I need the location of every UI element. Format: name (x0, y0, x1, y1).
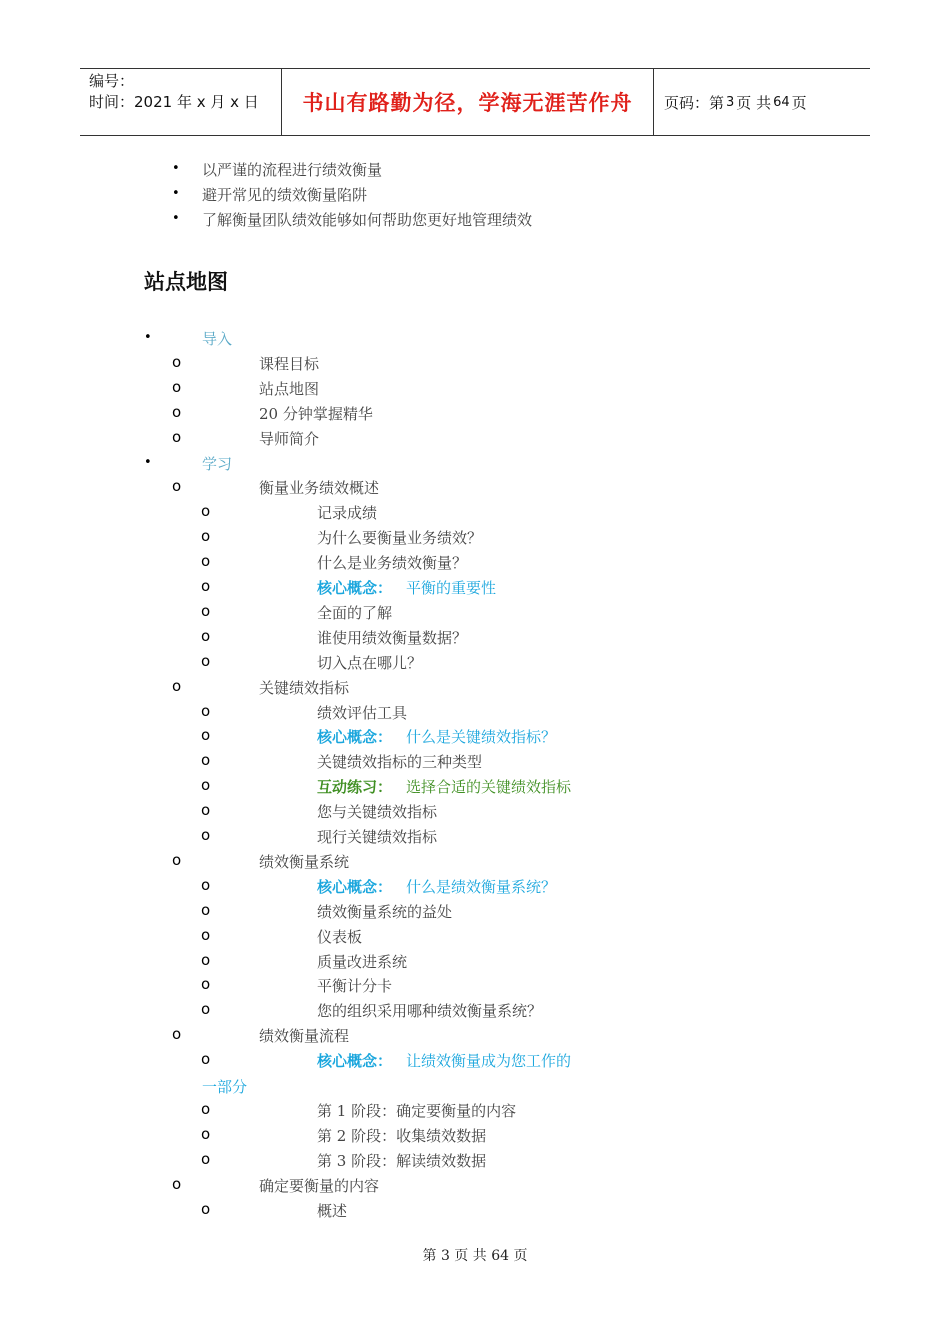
item-label: 第 3 阶段：解读绩效数据 (317, 1151, 487, 1170)
item-label: 什么是关键绩效指标？ (406, 728, 557, 747)
number-label: 编号： (89, 72, 135, 90)
sitemap-item[interactable] (202, 453, 232, 474)
circle-bullet-icon: o (201, 726, 211, 745)
page-prefix: 页码：第 (664, 93, 725, 112)
circle-bullet-icon: o (201, 1199, 211, 1218)
circle-bullet-icon: o (172, 352, 182, 371)
circle-bullet-icon: o (201, 502, 211, 521)
circle-bullet-icon: o (201, 601, 211, 620)
sitemap-item[interactable] (202, 328, 232, 349)
circle-bullet-icon: o (201, 701, 211, 720)
item-label: 绩效衡量系统 (259, 852, 350, 871)
item-label: 您的组织采用哪种绩效衡量系统？ (317, 1002, 543, 1021)
circle-bullet-icon: o (172, 402, 182, 421)
item-label: 导师简介 (259, 429, 320, 448)
sitemap-item[interactable] (317, 527, 482, 548)
sitemap-item[interactable] (317, 826, 437, 847)
circle-bullet-icon: o (201, 651, 211, 670)
sitemap-item[interactable] (317, 1050, 571, 1071)
motto: 书山有路勤为径，学海无涯苦作舟 (302, 91, 633, 115)
item-label: 绩效评估工具 (317, 703, 408, 722)
header-meta-cell (80, 69, 281, 135)
page-footer: 第 3 页 共 64 页 (422, 1248, 528, 1264)
circle-bullet-icon: o (201, 1099, 211, 1118)
section-title: 站点地图 (144, 270, 228, 294)
item-label: 导入 (202, 330, 233, 348)
item-label: 关键绩效指标 (259, 678, 350, 697)
date-label: 时间：2021 年 x 月 x 日 (89, 93, 259, 111)
sitemap-item[interactable] (317, 1150, 486, 1171)
sitemap-item[interactable] (259, 477, 379, 498)
circle-bullet-icon: o (172, 377, 182, 396)
sitemap-item[interactable] (317, 602, 392, 623)
page-total: 64 (773, 94, 790, 110)
item-label: 现行关键绩效指标 (317, 828, 438, 846)
item-label: 让绩效衡量成为您工作的 (406, 1052, 572, 1071)
item-label: 第 2 阶段：收集绩效数据 (317, 1126, 487, 1145)
sitemap-item[interactable] (259, 378, 319, 399)
sitemap-item[interactable] (317, 951, 407, 972)
circle-bullet-icon: o (172, 1025, 182, 1044)
circle-bullet-icon: o (172, 1174, 182, 1193)
sitemap-item[interactable] (259, 851, 349, 872)
circle-bullet-icon: o (201, 801, 211, 820)
intro-bullet-text: 避开常见的绩效衡量陷阱 (202, 186, 368, 204)
item-label: 20 分钟掌握精华 (259, 404, 373, 423)
bullet-icon: • (172, 161, 180, 176)
item-label: 平衡的重要性 (406, 579, 497, 597)
sitemap-item[interactable] (317, 876, 556, 897)
item-label: 记录成绩 (317, 504, 378, 523)
header-page-cell (654, 69, 870, 135)
page-suffix: 页 (791, 93, 807, 112)
sitemap-item[interactable] (317, 702, 407, 723)
item-label: 您与关键绩效指标 (317, 803, 438, 822)
sitemap-item[interactable] (317, 1200, 347, 1221)
sitemap-item[interactable] (259, 353, 319, 374)
circle-bullet-icon: o (201, 527, 211, 546)
sitemap-item[interactable] (259, 1175, 379, 1196)
item-label: 关键绩效指标的三种类型 (317, 753, 483, 772)
circle-bullet-icon: o (201, 751, 211, 770)
sitemap-item[interactable] (317, 975, 392, 996)
item-prefix: 核心概念： (317, 877, 393, 896)
item-prefix: 互动练习： (317, 778, 393, 797)
item-label: 仪表板 (317, 927, 363, 946)
circle-bullet-icon: o (172, 477, 182, 496)
sitemap-item[interactable] (317, 1000, 542, 1021)
sitemap-item[interactable] (317, 926, 362, 947)
sitemap-item[interactable] (317, 502, 377, 523)
item-label: 质量改进系统 (317, 952, 408, 971)
item-label: 什么是绩效衡量系统？ (406, 877, 557, 896)
item-label: 什么是业务绩效衡量？ (317, 554, 468, 573)
circle-bullet-icon: o (172, 850, 182, 869)
sitemap-item[interactable] (259, 1025, 349, 1046)
intro-bullet-text: 以严谨的流程进行绩效衡量 (202, 161, 383, 179)
sitemap-item[interactable] (317, 552, 467, 573)
sitemap-item[interactable] (317, 1100, 516, 1121)
item-label: 绩效衡量流程 (259, 1027, 350, 1046)
bullet-icon: • (172, 211, 180, 226)
item-label: 平衡计分卡 (317, 977, 393, 996)
circle-bullet-icon: o (201, 552, 211, 571)
item-label: 课程目标 (259, 354, 320, 373)
item-label: 确定要衡量的内容 (259, 1176, 380, 1195)
circle-bullet-icon: o (201, 1050, 211, 1069)
circle-bullet-icon: o (172, 427, 182, 446)
sitemap-item[interactable] (317, 577, 496, 598)
circle-bullet-icon: o (201, 1124, 211, 1143)
item-prefix: 核心概念： (317, 728, 393, 747)
circle-bullet-icon: o (201, 875, 211, 894)
item-label: 绩效衡量系统的益处 (317, 902, 453, 921)
circle-bullet-icon: o (201, 626, 211, 645)
item-label: 谁使用绩效衡量数据？ (317, 628, 468, 647)
item-label: 第 1 阶段：确定要衡量的内容 (317, 1101, 517, 1120)
circle-bullet-icon: o (201, 577, 211, 595)
circle-bullet-icon: o (201, 1149, 211, 1168)
sitemap-item[interactable] (317, 776, 571, 797)
item-label: 切入点在哪儿？ (317, 653, 423, 672)
item-prefix: 核心概念： (317, 579, 393, 597)
sitemap-item[interactable] (259, 403, 373, 424)
circle-bullet-icon: o (201, 950, 211, 969)
sitemap-item[interactable] (317, 801, 437, 822)
sitemap-item[interactable] (317, 901, 452, 922)
header-table (80, 68, 870, 136)
page-mid: 页 共 (736, 93, 772, 112)
circle-bullet-icon: o (172, 676, 182, 695)
sitemap-item[interactable] (317, 726, 556, 747)
sitemap-item[interactable] (317, 652, 422, 673)
circle-bullet-icon: o (201, 776, 211, 795)
item-label: 站点地图 (259, 379, 320, 398)
item-label: 全面的了解 (317, 603, 393, 622)
circle-bullet-icon: o (201, 925, 211, 944)
circle-bullet-icon: o (201, 1000, 211, 1019)
item-label: 选择合适的关键绩效指标 (406, 778, 572, 797)
item-prefix: 核心概念： (317, 1052, 393, 1071)
item-label: 为什么要衡量业务绩效？ (317, 529, 483, 548)
intro-bullet-text: 了解衡量团队绩效能够如何帮助您更好地管理绩效 (202, 211, 533, 229)
circle-bullet-icon: o (201, 900, 211, 919)
sitemap-item[interactable] (317, 1125, 486, 1146)
sitemap-item[interactable] (259, 677, 349, 698)
sitemap-item[interactable] (317, 751, 482, 772)
item-label: 概述 (317, 1201, 348, 1220)
sitemap-item[interactable] (317, 627, 467, 648)
item-label-continuation: 一部分 (202, 1078, 248, 1096)
item-label: 学习 (202, 454, 233, 473)
item-label: 衡量业务绩效概述 (259, 479, 380, 498)
bullet-icon: • (144, 454, 152, 470)
circle-bullet-icon: o (201, 975, 211, 994)
sitemap-item[interactable] (259, 428, 319, 449)
page-current: 3 (726, 94, 735, 110)
bullet-icon: • (172, 186, 180, 201)
bullet-icon: • (144, 330, 152, 345)
header-motto-cell (281, 69, 654, 135)
circle-bullet-icon: o (201, 826, 211, 844)
